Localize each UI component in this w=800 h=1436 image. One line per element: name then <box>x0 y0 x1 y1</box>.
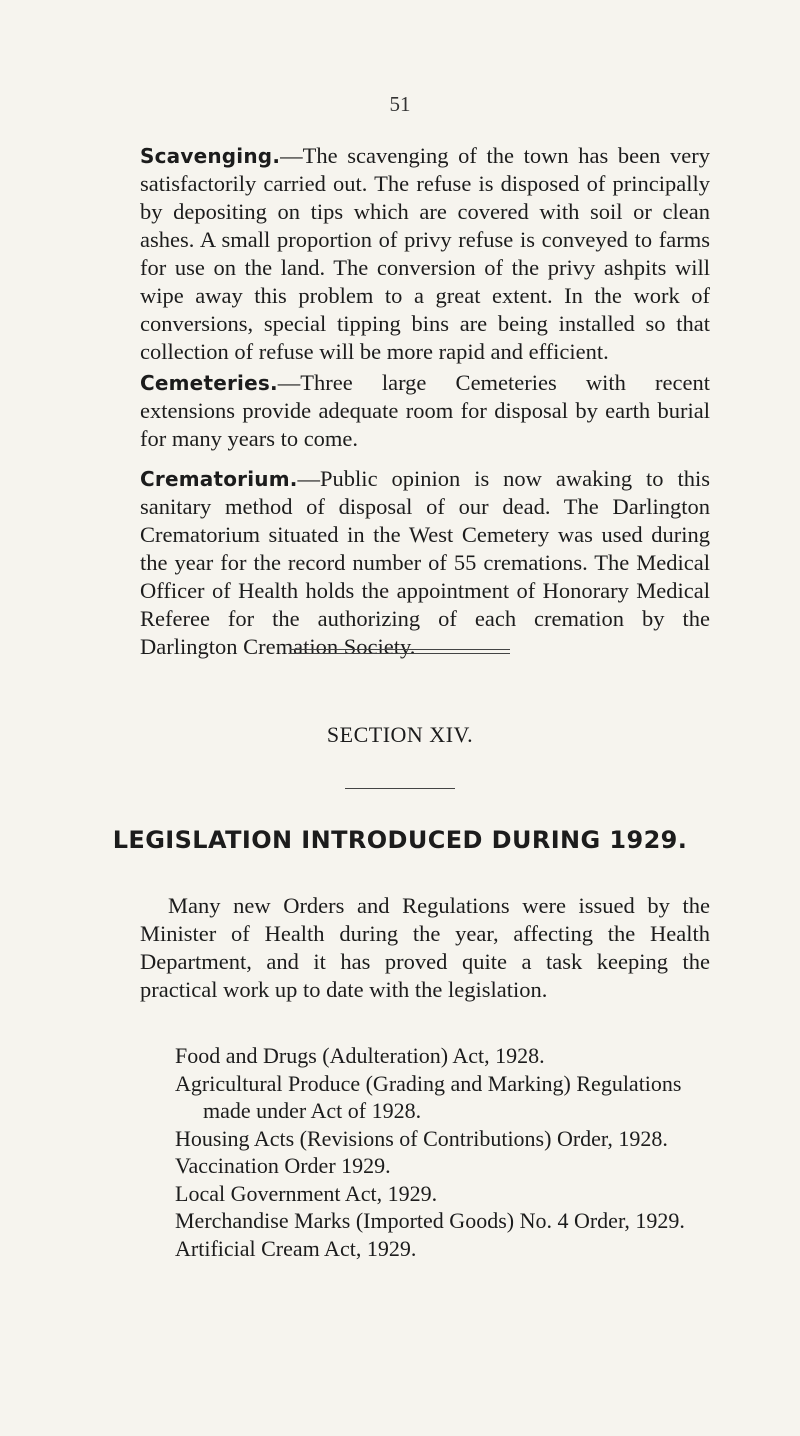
cemeteries-paragraph <box>140 369 710 453</box>
crematorium-text: —Public opinion is now awaking to this sanitary method of disposal of our dead. The Darlington Crematorium situated in the West Cemetery was used during the year for the record number of 55 cremations. The Medical Officer of Health holds the appointment of Honorary Medical Referee for the authorizing of each cremation by the Darlington Cremation Society. <box>140 466 710 659</box>
double-rule-bottom <box>290 653 510 654</box>
crematorium-paragraph <box>140 465 710 661</box>
scavenging-section <box>140 142 710 366</box>
crematorium-section <box>140 465 710 661</box>
list-item: Food and Drugs (Adulteration) Act, 1928. <box>175 1043 545 1068</box>
cemeteries-heading: Cemeteries. <box>140 371 278 395</box>
cemeteries-section <box>140 369 710 453</box>
page-number: 51 <box>389 92 411 116</box>
scavenging-text: —The scavenging of the town has been very satisfactorily carried out. The refuse is disposed of principally by depositing on tips which are covered with soil or clean ashes. A small proportion of privy refuse is conveyed to farms for use on the land. The conversion of the privy ashpits will wipe away this problem to a great extent. In the work of conversions, special tipping bins are being installed so that collection of refuse will be more rapid and efficient. <box>140 143 710 364</box>
list-item: Housing Acts (Revisions of Contributions) Order, 1928. <box>175 1125 668 1151</box>
legislation-list <box>175 1042 715 1262</box>
double-rule-top <box>290 649 510 650</box>
section-title: SECTION XIV. <box>326 722 474 747</box>
short-rule <box>345 788 455 789</box>
list-item: Artificial Cream Act, 1929. <box>175 1235 417 1261</box>
scavenging-paragraph <box>140 142 710 366</box>
legislation-intro <box>140 892 710 1004</box>
crematorium-heading: Crematorium. <box>140 467 298 491</box>
intro-paragraph: Many new Orders and Regulations were issued by the Minister of Health during the year, affecting the Health Department, and it has proved quite a task keeping the practical work up to date with the legislation. <box>140 893 710 1002</box>
list-item: Vaccination Order 1929. <box>175 1153 391 1178</box>
list-item: Merchandise Marks (Imported Goods) No. 4 Order, 1929. <box>175 1208 685 1233</box>
scavenging-heading: Scavenging. <box>140 144 281 168</box>
list-item: Agricultural Produce (Grading and Marking) Regulations made under Act of 1928. <box>175 1070 682 1123</box>
legislation-heading: LEGISLATION INTRODUCED DURING 1929. <box>112 826 688 854</box>
cemeteries-text: —Three large Cemeteries with recent extensions provide adequate room for disposal by earth burial for many years to come. <box>140 370 710 451</box>
list-item: Local Government Act, 1929. <box>175 1180 438 1206</box>
